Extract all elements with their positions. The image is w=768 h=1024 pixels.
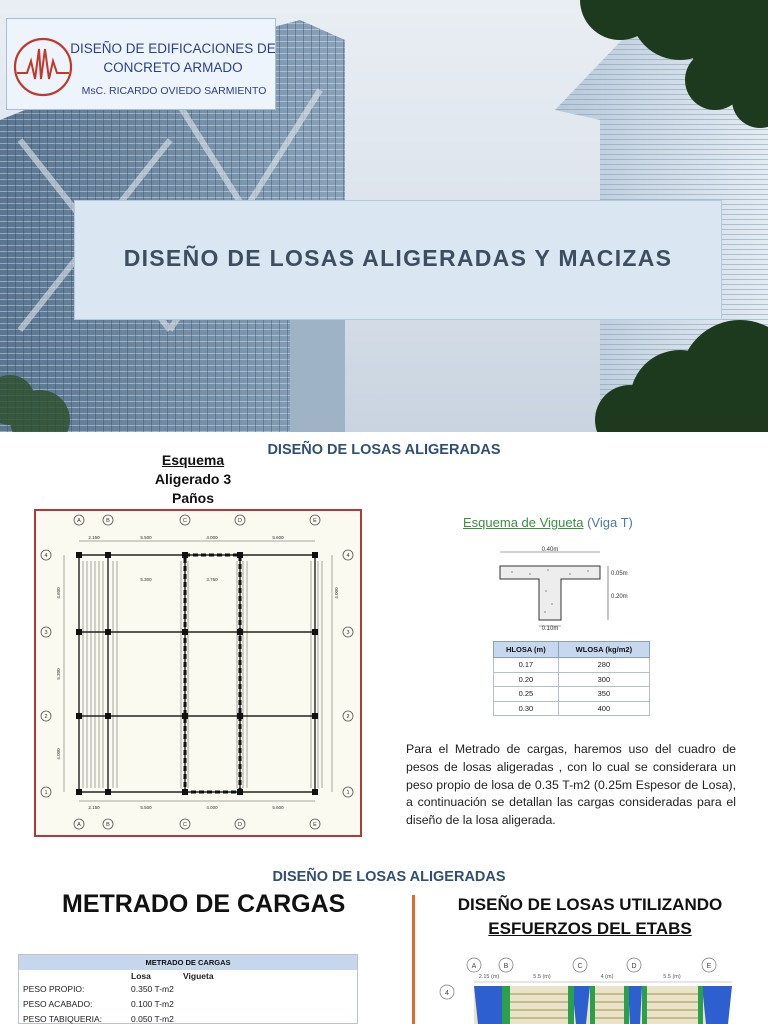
esquema-line: Paños: [171, 490, 214, 506]
etabs-dim: 5.5 (m): [533, 974, 551, 980]
floor-plan-drawing: [36, 511, 360, 835]
table-cell: 0.17: [494, 658, 559, 673]
metrado-table-title: METRADO DE CARGAS: [19, 955, 357, 970]
hero-banner: [0, 0, 768, 432]
logo-card: [6, 18, 276, 110]
col-losa: Losa: [131, 971, 151, 981]
col-vigueta: Vigueta: [183, 971, 214, 981]
vigueta-title: [463, 515, 633, 530]
page-title: DISEÑO DE LOSAS ALIGERADAS Y MACIZAS: [123, 245, 673, 271]
dim-top: 2.150: [88, 535, 100, 540]
esquema-line: Aligerado 3: [154, 471, 232, 487]
dim-web-w: 0.10m: [541, 626, 559, 630]
etabs-title: [432, 893, 748, 941]
row-label: PESO PROPIO:: [23, 984, 85, 994]
etabs-title-line1: DISEÑO DE LOSAS UTILIZANDO: [457, 895, 723, 914]
row-label: 2: [346, 714, 350, 720]
col-label: E: [706, 963, 712, 970]
col-label: A: [77, 518, 81, 524]
metrado-title: METRADO DE CARGAS: [62, 890, 346, 918]
row-label: 1: [44, 790, 48, 796]
col-label: B: [503, 963, 509, 970]
dim-inner: 5.300: [140, 577, 152, 582]
etabs-title-line2: ESFUERZOS DEL ETABS: [488, 919, 692, 938]
row-label: 3: [346, 630, 350, 636]
row-label: PESO ACABADO:: [23, 999, 93, 1009]
slide3-heading: DISEÑO DE LOSAS ALIGERADAS: [272, 869, 506, 885]
col-label: D: [238, 518, 242, 524]
table-row: [494, 658, 650, 673]
row-value: 0.100 T-m2: [131, 999, 174, 1009]
dim-top: 4.000: [206, 535, 218, 540]
col-label: D: [238, 822, 242, 828]
table-cell: 350: [558, 687, 649, 702]
col-label: A: [77, 822, 81, 828]
title-card: [74, 200, 722, 320]
etabs-dim: 5.5 (m): [663, 974, 681, 980]
floor-plan: [34, 509, 362, 837]
table-cell: 280: [558, 658, 649, 673]
logo-author: MsC. RICARDO OVIEDO SARMIENTO: [81, 85, 267, 97]
dim-bottom: 2.150: [88, 805, 100, 810]
esquema-line: Esquema: [161, 452, 225, 468]
slide2-heading: DISEÑO DE LOSAS ALIGERADAS: [267, 442, 501, 458]
row-label: 2: [44, 714, 48, 720]
table-cell: 0.20: [494, 672, 559, 687]
logo-line-2: CONCRETO ARMADO: [103, 60, 243, 75]
dim-right: 4.000: [334, 587, 339, 599]
col-label: D: [631, 963, 637, 970]
col-label: A: [471, 963, 477, 970]
etabs-dim: 2.15 (m): [478, 974, 500, 980]
dim-flange: 0.40m: [541, 547, 559, 553]
orange-divider: [412, 895, 415, 1024]
dim-left: 5.300: [56, 668, 61, 680]
vigueta-title-main: Esquema de Vigueta: [463, 515, 584, 530]
metrado-table: [18, 954, 358, 1024]
col-label: E: [313, 822, 317, 828]
row-label: 1: [346, 790, 350, 796]
esquema-title: [118, 451, 268, 508]
dim-top: 5.600: [272, 535, 284, 540]
dim-top: 5.500: [140, 535, 152, 540]
table-row: [19, 982, 357, 997]
dim-bottom: 5.500: [140, 805, 152, 810]
table-row: [494, 672, 650, 687]
table-cell: 300: [558, 672, 649, 687]
losa-weight-table: [493, 641, 650, 716]
table-header-row: [494, 642, 650, 658]
row-label: 4: [44, 553, 48, 559]
table-header: WLOSA (kg/m2): [558, 642, 649, 658]
etabs-dim: 4 (m): [600, 974, 614, 980]
metrado-paragraph: Para el Metrado de cargas, haremos uso del cuadro de pesos de losas aligeradas , con lo cual se considerara un peso propio de losa de 0.35 T-m2 (0.25m Espesor de Losa), a continuación se detallan las cargas consideradas para el diseño de la losa aligerada.: [406, 742, 736, 828]
etabs-stress-plot: [432, 950, 768, 1024]
table-row: [494, 687, 650, 702]
dim-left: 4.600: [56, 587, 61, 599]
col-label: C: [183, 518, 187, 524]
dim-bottom: 5.600: [272, 805, 284, 810]
metrado-table-columns: [19, 970, 357, 982]
dim-inner: 3.760: [206, 577, 218, 582]
col-label: E: [313, 518, 317, 524]
logo-line-1: DISEÑO DE EDIFICACIONES DE: [70, 41, 276, 56]
table-row: [494, 701, 650, 716]
row-label: 4: [445, 990, 449, 997]
row-value: 0.050 T-m2: [131, 1014, 174, 1024]
row-label: 3: [44, 630, 48, 636]
t-beam-section: [490, 546, 650, 630]
col-label: C: [577, 963, 583, 970]
dim-bottom: 4.000: [206, 805, 218, 810]
table-header: HLOSA (m): [494, 642, 559, 658]
table-row: [19, 1012, 357, 1024]
dim-web-h: 0.20m: [611, 594, 628, 600]
table-row: [19, 997, 357, 1012]
row-label: PESO TABIQUERIA:: [23, 1014, 103, 1024]
table-cell: 0.25: [494, 687, 559, 702]
col-label: C: [183, 822, 187, 828]
row-label: 4: [346, 553, 350, 559]
vigueta-title-sub: (Viga T): [583, 515, 633, 530]
col-label: B: [106, 822, 110, 828]
table-cell: 400: [558, 701, 649, 716]
row-value: 0.350 T-m2: [131, 984, 174, 994]
table-cell: 0.30: [494, 701, 559, 716]
dim-left: 4.000: [56, 748, 61, 760]
col-label: B: [106, 518, 110, 524]
dim-top: 0.05m: [611, 571, 628, 577]
